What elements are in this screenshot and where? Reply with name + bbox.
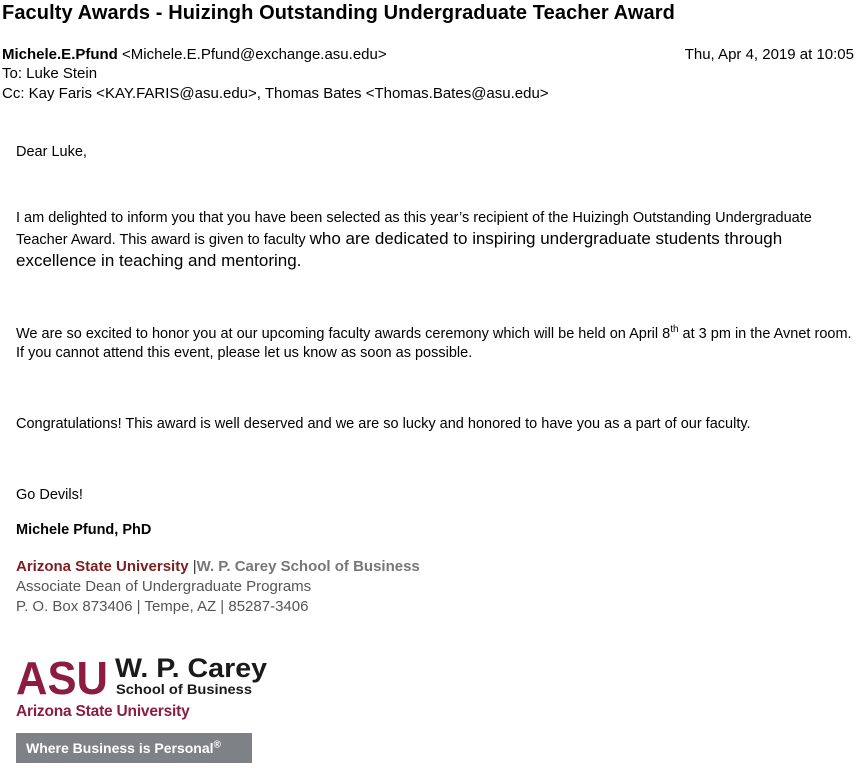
wpcarey-wordmark: W. P. Carey [115, 653, 267, 683]
asu-wpcarey-logo [16, 652, 268, 697]
sender-address[interactable]: <Michele.E.Pfund@exchange.asu.edu> [122, 46, 387, 63]
signature-university: Arizona State University [16, 558, 189, 575]
sender-name[interactable]: Michele.E.Pfund [2, 46, 118, 63]
tagline-text: Where Business is Personal [26, 740, 214, 756]
ordinal-suffix: th [670, 324, 679, 336]
signer-name: Michele Pfund, PhD [16, 522, 152, 538]
asu-mark: ASU [16, 652, 108, 697]
email-subject: Faculty Awards - Huizingh Outstanding Undergraduate Teacher Award [2, 2, 675, 24]
signature-school: W. P. Carey School of Business [196, 558, 420, 575]
signature-separator: | [192, 558, 197, 575]
email-date: Thu, Apr 4, 2019 at 10:05 [684, 46, 854, 63]
paragraph-ceremony-part2: at 3 pm in the Avnet room. If you cannot attend this event, please let us know as soon as possible. [16, 326, 852, 361]
logo-university-name: Arizona State University [16, 703, 190, 720]
paragraph-congratulations: Congratulations! This award is well deserved and we are so lucky and honored to have you as a part of our faculty. [16, 416, 751, 432]
registered-mark: ® [213, 739, 221, 751]
paragraph-award [16, 209, 856, 272]
email-to: To: Luke Stein [2, 65, 98, 82]
paragraph-award-part1: I am delighted to inform you that you have been selected as this year’s recipient of the Huizingh Outstanding Undergraduate Teacher Award. This award is given to faculty [16, 210, 812, 248]
paragraph-award-part2: who are dedicated to inspiring undergraduate students through excellence in teaching and mentoring. [16, 229, 783, 270]
signature-title: Associate Dean of Undergraduate Programs [16, 578, 312, 595]
email-from [2, 46, 387, 63]
signature-org [16, 558, 420, 575]
school-of-business-wordmark: School of Business [116, 681, 253, 697]
signature-address: P. O. Box 873406 | Tempe, AZ | 85287-3406 [16, 598, 309, 615]
paragraph-ceremony-part1: We are so excited to honor you at our upcoming faculty awards ceremony which will be held on April 8 [16, 326, 671, 342]
email-cc: Cc: Kay Faris <KAY.FARIS@asu.edu>, Thomas Bates <Thomas.Bates@asu.edu> [2, 85, 549, 102]
closing: Go Devils! [16, 487, 83, 503]
greeting: Dear Luke, [16, 144, 87, 160]
tagline-banner [16, 733, 252, 763]
paragraph-ceremony [16, 325, 856, 363]
